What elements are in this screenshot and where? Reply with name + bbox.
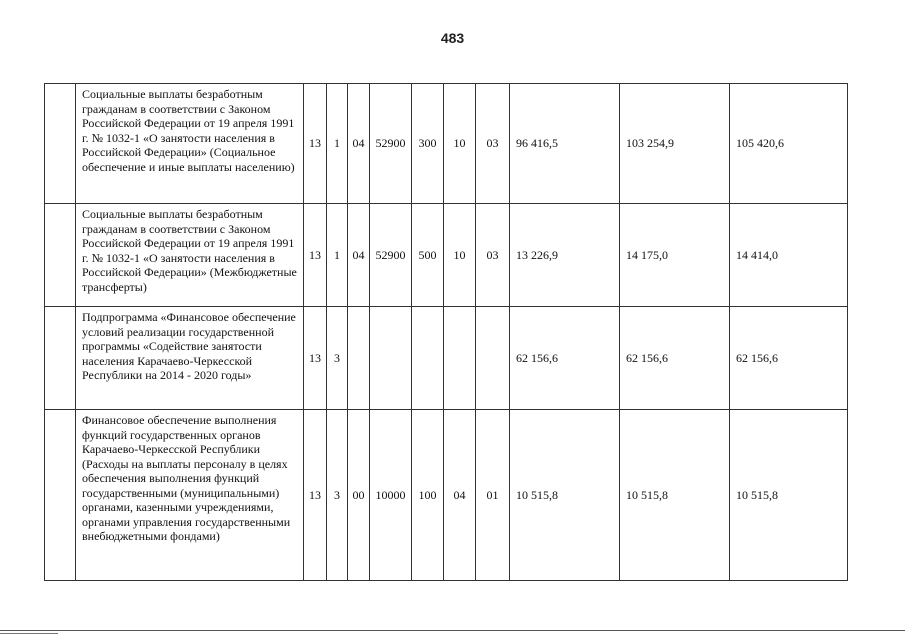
- code-cell: [348, 307, 370, 410]
- code-cell: [444, 307, 476, 410]
- description-cell: Социальные выплаты безработным гражданам в соответствии с Законом Российской Федерации от 19 апреля 1991 г. № 1032-1 «О занятости населения в Российской Федерации» (Социальное обеспечение и иные выплаты населению): [76, 84, 304, 204]
- code-cell: 52900: [370, 204, 412, 307]
- row-stub-cell: [45, 204, 76, 307]
- description-cell: Социальные выплаты безработным гражданам в соответствии с Законом Российской Федерации от 19 апреля 1991 г. № 1032-1 «О занятости населения в Российской Федерации» (Межбюджетные трансферты): [76, 204, 304, 307]
- code-cell: 04: [348, 84, 370, 204]
- table-row: [45, 204, 848, 307]
- code-cell: 13: [304, 307, 327, 410]
- table-row: [45, 84, 848, 204]
- row-stub-cell: [45, 84, 76, 204]
- amount-cell: 96 416,5: [510, 84, 620, 204]
- table-row: [45, 410, 848, 581]
- amount-cell: 13 226,9: [510, 204, 620, 307]
- amount-cell: 14 175,0: [620, 204, 730, 307]
- code-cell: 04: [444, 410, 476, 581]
- code-cell: [370, 307, 412, 410]
- code-cell: 10: [444, 84, 476, 204]
- code-cell: 300: [412, 84, 444, 204]
- page-bottom-rule-left: [0, 633, 58, 634]
- code-cell: 03: [476, 84, 510, 204]
- code-cell: 52900: [370, 84, 412, 204]
- row-stub-cell: [45, 410, 76, 581]
- table-row: [45, 307, 848, 410]
- code-cell: 00: [348, 410, 370, 581]
- description-cell: Подпрограмма «Финансовое обеспечение условий реализации государственной программы «Содействие занятости населения Карачаево-Черкесской Республики на 2014 - 2020 годы»: [76, 307, 304, 410]
- amount-cell: 62 156,6: [510, 307, 620, 410]
- amount-cell: 62 156,6: [730, 307, 848, 410]
- amount-cell: 10 515,8: [620, 410, 730, 581]
- code-cell: 13: [304, 84, 327, 204]
- code-cell: 1: [327, 84, 348, 204]
- code-cell: 03: [476, 204, 510, 307]
- code-cell: 500: [412, 204, 444, 307]
- code-cell: [412, 307, 444, 410]
- code-cell: 01: [476, 410, 510, 581]
- page-number: 483: [440, 30, 465, 46]
- amount-cell: 105 420,6: [730, 84, 848, 204]
- page-bottom-rule: [0, 630, 905, 631]
- description-cell: Финансовое обеспечение выполнения функций государственных органов Карачаево-Черкесской Республики (Расходы на выплаты персоналу в целях обеспечения выполнения функций государственными (муниципальными) органами, казенными учреждениями, органами управления государственными внебюджетными фондами): [76, 410, 304, 581]
- amount-cell: 14 414,0: [730, 204, 848, 307]
- amount-cell: 10 515,8: [730, 410, 848, 581]
- amount-cell: 62 156,6: [620, 307, 730, 410]
- amount-cell: 10 515,8: [510, 410, 620, 581]
- code-cell: 1: [327, 204, 348, 307]
- code-cell: 100: [412, 410, 444, 581]
- code-cell: 13: [304, 204, 327, 307]
- budget-table: [44, 83, 848, 581]
- code-cell: 04: [348, 204, 370, 307]
- code-cell: 13: [304, 410, 327, 581]
- amount-cell: 103 254,9: [620, 84, 730, 204]
- code-cell: 10000: [370, 410, 412, 581]
- code-cell: 3: [327, 410, 348, 581]
- code-cell: 3: [327, 307, 348, 410]
- row-stub-cell: [45, 307, 76, 410]
- code-cell: 10: [444, 204, 476, 307]
- code-cell: [476, 307, 510, 410]
